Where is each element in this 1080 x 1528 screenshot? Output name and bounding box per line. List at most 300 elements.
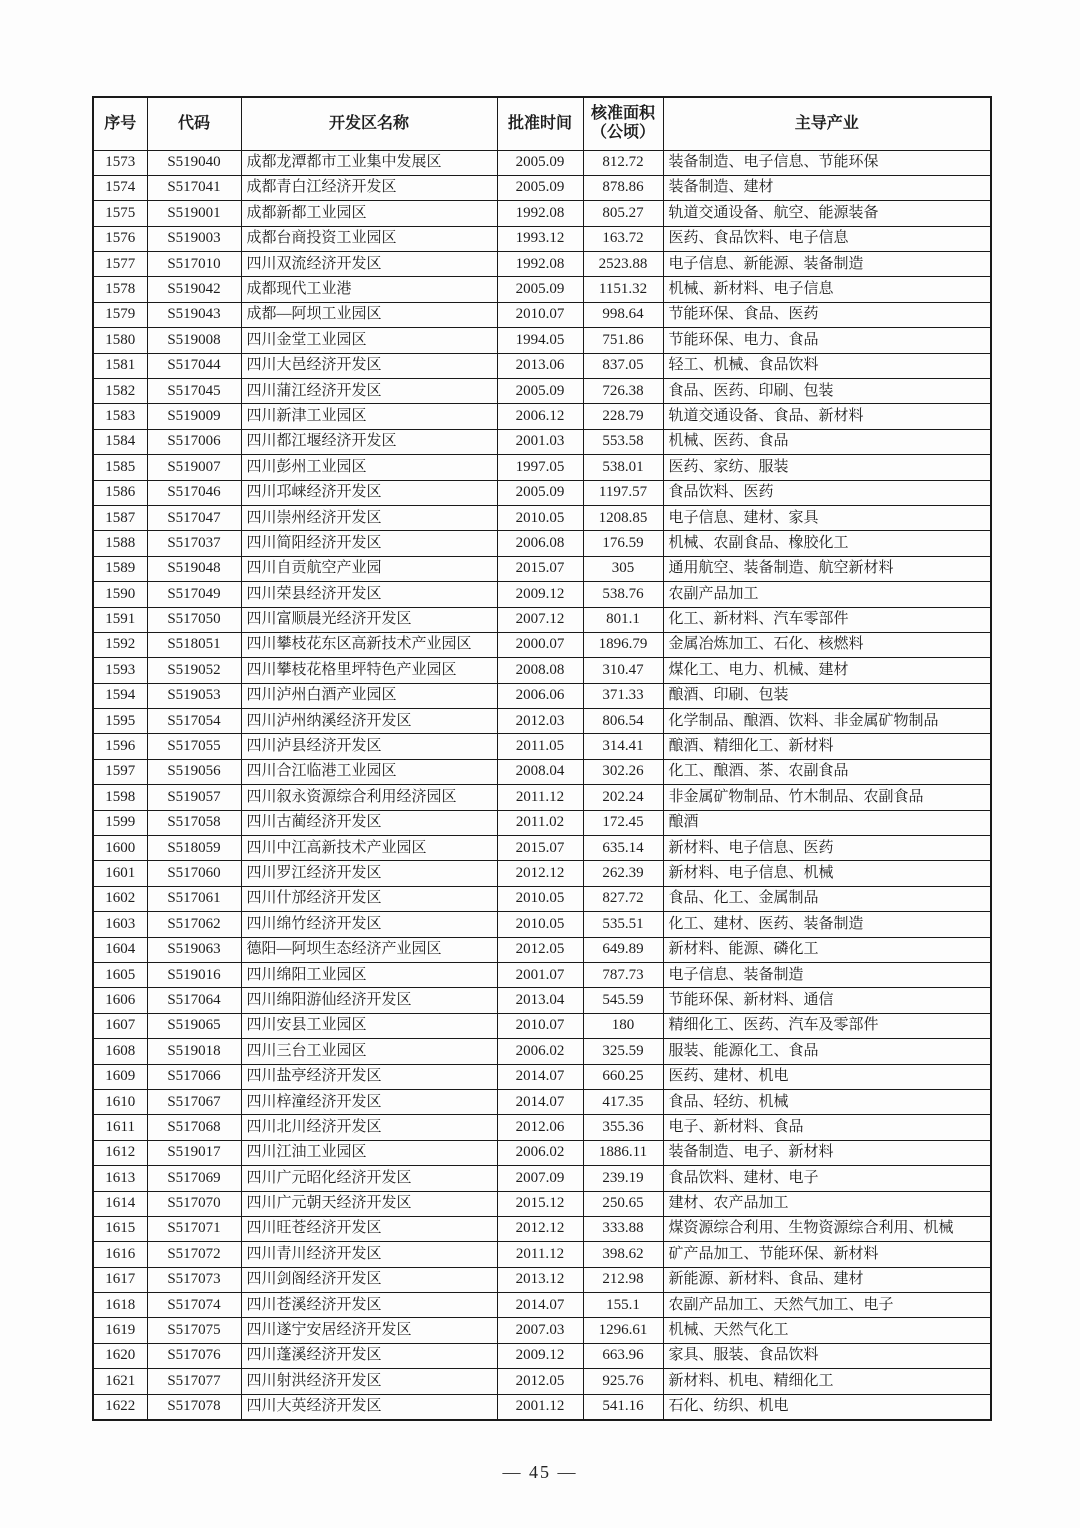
cell-serial: 1615 bbox=[93, 1216, 147, 1241]
cell-code: S519048 bbox=[147, 556, 241, 581]
cell-code: S517073 bbox=[147, 1267, 241, 1292]
cell-industries: 食品、轻纺、机械 bbox=[663, 1089, 991, 1114]
cell-zone-name: 四川都江堰经济开发区 bbox=[241, 429, 497, 454]
cell-zone-name: 四川荣县经济开发区 bbox=[241, 582, 497, 607]
cell-serial: 1573 bbox=[93, 150, 147, 175]
cell-approved-area: 541.16 bbox=[583, 1394, 663, 1419]
cell-approved-area: 1208.85 bbox=[583, 505, 663, 530]
cell-approval-date: 2013.04 bbox=[497, 988, 583, 1013]
cell-zone-name: 四川射洪经济开发区 bbox=[241, 1369, 497, 1394]
table-row bbox=[93, 836, 991, 861]
cell-zone-name: 四川攀枝花格里坪特色产业园区 bbox=[241, 658, 497, 683]
cell-zone-name: 四川梓潼经济开发区 bbox=[241, 1089, 497, 1114]
table-row bbox=[93, 1115, 991, 1140]
cell-serial: 1610 bbox=[93, 1089, 147, 1114]
cell-serial: 1604 bbox=[93, 937, 147, 962]
cell-approval-date: 2007.12 bbox=[497, 607, 583, 632]
cell-serial: 1598 bbox=[93, 785, 147, 810]
cell-approved-area: 155.1 bbox=[583, 1293, 663, 1318]
cell-approved-area: 545.59 bbox=[583, 988, 663, 1013]
table-row bbox=[93, 150, 991, 175]
cell-code: S519017 bbox=[147, 1140, 241, 1165]
cell-industries: 装备制造、建材 bbox=[663, 175, 991, 200]
cell-approved-area: 660.25 bbox=[583, 1064, 663, 1089]
table-row bbox=[93, 658, 991, 683]
table-header-row bbox=[93, 97, 991, 150]
cell-serial: 1605 bbox=[93, 963, 147, 988]
cell-serial: 1574 bbox=[93, 175, 147, 200]
cell-approval-date: 1994.05 bbox=[497, 328, 583, 353]
cell-code: S518051 bbox=[147, 632, 241, 657]
cell-approval-date: 2005.09 bbox=[497, 150, 583, 175]
cell-code: S519056 bbox=[147, 759, 241, 784]
table-row bbox=[93, 632, 991, 657]
cell-zone-name: 四川邛崃经济开发区 bbox=[241, 480, 497, 505]
table-row bbox=[93, 1166, 991, 1191]
cell-code: S517049 bbox=[147, 582, 241, 607]
cell-approved-area: 649.89 bbox=[583, 937, 663, 962]
table-row bbox=[93, 937, 991, 962]
cell-approved-area: 998.64 bbox=[583, 302, 663, 327]
cell-zone-name: 四川攀枝花东区高新技术产业园区 bbox=[241, 632, 497, 657]
cell-industries: 酿酒 bbox=[663, 810, 991, 835]
cell-approval-date: 2001.03 bbox=[497, 429, 583, 454]
cell-serial: 1589 bbox=[93, 556, 147, 581]
cell-code: S517054 bbox=[147, 709, 241, 734]
cell-approved-area: 163.72 bbox=[583, 226, 663, 251]
cell-code: S519053 bbox=[147, 683, 241, 708]
cell-approval-date: 2006.02 bbox=[497, 1039, 583, 1064]
cell-zone-name: 四川什邡经济开发区 bbox=[241, 886, 497, 911]
cell-approved-area: 878.86 bbox=[583, 175, 663, 200]
cell-zone-name: 四川富顺晨光经济开发区 bbox=[241, 607, 497, 632]
cell-serial: 1575 bbox=[93, 201, 147, 226]
cell-approval-date: 1997.05 bbox=[497, 455, 583, 480]
cell-industries: 医药、家纺、服装 bbox=[663, 455, 991, 480]
cell-approval-date: 2007.09 bbox=[497, 1166, 583, 1191]
header-area-line1: 核准面积 bbox=[590, 105, 655, 123]
header-area bbox=[583, 97, 663, 150]
cell-industries: 煤资源综合利用、生物资源综合利用、机械 bbox=[663, 1216, 991, 1241]
cell-industries: 电子信息、建材、家具 bbox=[663, 505, 991, 530]
cell-approval-date: 2008.04 bbox=[497, 759, 583, 784]
cell-zone-name: 四川金堂工业园区 bbox=[241, 328, 497, 353]
cell-code: S517055 bbox=[147, 734, 241, 759]
cell-code: S519065 bbox=[147, 1013, 241, 1038]
cell-zone-name: 四川遂宁安居经济开发区 bbox=[241, 1318, 497, 1343]
cell-code: S517045 bbox=[147, 379, 241, 404]
cell-approval-date: 2010.07 bbox=[497, 1013, 583, 1038]
cell-code: S517037 bbox=[147, 531, 241, 556]
cell-zone-name: 四川蓬溪经济开发区 bbox=[241, 1343, 497, 1368]
cell-zone-name: 四川青川经济开发区 bbox=[241, 1242, 497, 1267]
cell-approval-date: 2005.09 bbox=[497, 379, 583, 404]
table-row bbox=[93, 201, 991, 226]
table-row bbox=[93, 988, 991, 1013]
cell-industries: 石化、纺织、机电 bbox=[663, 1394, 991, 1419]
cell-approved-area: 325.59 bbox=[583, 1039, 663, 1064]
cell-code: S517006 bbox=[147, 429, 241, 454]
development-zones-table bbox=[92, 96, 992, 1421]
table-row bbox=[93, 328, 991, 353]
table-row bbox=[93, 861, 991, 886]
table-row bbox=[93, 1064, 991, 1089]
table-row bbox=[93, 734, 991, 759]
cell-serial: 1577 bbox=[93, 252, 147, 277]
cell-industries: 农副产品加工、天然气加工、电子 bbox=[663, 1293, 991, 1318]
cell-code: S519052 bbox=[147, 658, 241, 683]
cell-industries: 轨道交通设备、食品、新材料 bbox=[663, 404, 991, 429]
table-row bbox=[93, 759, 991, 784]
cell-zone-name: 四川泸县经济开发区 bbox=[241, 734, 497, 759]
cell-industries: 新材料、电子信息、机械 bbox=[663, 861, 991, 886]
cell-approved-area: 1896.79 bbox=[583, 632, 663, 657]
cell-code: S517062 bbox=[147, 912, 241, 937]
cell-serial: 1620 bbox=[93, 1343, 147, 1368]
cell-approval-date: 2005.09 bbox=[497, 277, 583, 302]
header-industries: 主导产业 bbox=[663, 97, 991, 150]
cell-approved-area: 262.39 bbox=[583, 861, 663, 886]
cell-zone-name: 四川绵阳工业园区 bbox=[241, 963, 497, 988]
table-row bbox=[93, 1267, 991, 1292]
cell-approval-date: 2012.12 bbox=[497, 1216, 583, 1241]
cell-code: S518059 bbox=[147, 836, 241, 861]
header-code: 代码 bbox=[147, 97, 241, 150]
table-row bbox=[93, 1089, 991, 1114]
cell-approved-area: 925.76 bbox=[583, 1369, 663, 1394]
cell-code: S519008 bbox=[147, 328, 241, 353]
cell-industries: 机械、新材料、电子信息 bbox=[663, 277, 991, 302]
cell-zone-name: 四川江油工业园区 bbox=[241, 1140, 497, 1165]
cell-industries: 装备制造、电子、新材料 bbox=[663, 1140, 991, 1165]
cell-approval-date: 2011.12 bbox=[497, 1242, 583, 1267]
cell-approved-area: 302.26 bbox=[583, 759, 663, 784]
cell-approved-area: 535.51 bbox=[583, 912, 663, 937]
cell-code: S519009 bbox=[147, 404, 241, 429]
cell-industries: 节能环保、食品、医药 bbox=[663, 302, 991, 327]
cell-approval-date: 2009.12 bbox=[497, 1343, 583, 1368]
cell-approval-date: 2012.06 bbox=[497, 1115, 583, 1140]
cell-approval-date: 2010.05 bbox=[497, 912, 583, 937]
cell-code: S517075 bbox=[147, 1318, 241, 1343]
cell-zone-name: 四川崇州经济开发区 bbox=[241, 505, 497, 530]
cell-serial: 1599 bbox=[93, 810, 147, 835]
cell-industries: 电子、新材料、食品 bbox=[663, 1115, 991, 1140]
cell-code: S517061 bbox=[147, 886, 241, 911]
cell-approved-area: 801.1 bbox=[583, 607, 663, 632]
table-row bbox=[93, 175, 991, 200]
cell-industries: 化工、新材料、汽车零部件 bbox=[663, 607, 991, 632]
cell-code: S517077 bbox=[147, 1369, 241, 1394]
cell-serial: 1578 bbox=[93, 277, 147, 302]
cell-approved-area: 212.98 bbox=[583, 1267, 663, 1292]
table-row bbox=[93, 1039, 991, 1064]
cell-zone-name: 成都现代工业港 bbox=[241, 277, 497, 302]
cell-industries: 电子信息、新能源、装备制造 bbox=[663, 252, 991, 277]
cell-approved-area: 2523.88 bbox=[583, 252, 663, 277]
cell-zone-name: 四川旺苍经济开发区 bbox=[241, 1216, 497, 1241]
cell-industries: 轨道交通设备、航空、能源装备 bbox=[663, 201, 991, 226]
cell-approval-date: 2015.12 bbox=[497, 1191, 583, 1216]
cell-serial: 1597 bbox=[93, 759, 147, 784]
cell-zone-name: 四川剑阁经济开发区 bbox=[241, 1267, 497, 1292]
cell-serial: 1588 bbox=[93, 531, 147, 556]
cell-zone-name: 四川罗江经济开发区 bbox=[241, 861, 497, 886]
table-row bbox=[93, 1394, 991, 1419]
cell-approval-date: 2014.07 bbox=[497, 1064, 583, 1089]
cell-approval-date: 2013.06 bbox=[497, 353, 583, 378]
cell-zone-name: 成都台商投资工业园区 bbox=[241, 226, 497, 251]
cell-approval-date: 2012.03 bbox=[497, 709, 583, 734]
cell-code: S519063 bbox=[147, 937, 241, 962]
cell-code: S517058 bbox=[147, 810, 241, 835]
cell-approval-date: 2005.09 bbox=[497, 480, 583, 505]
cell-industries: 节能环保、新材料、通信 bbox=[663, 988, 991, 1013]
cell-zone-name: 四川广元朝天经济开发区 bbox=[241, 1191, 497, 1216]
cell-approved-area: 1296.61 bbox=[583, 1318, 663, 1343]
table-row bbox=[93, 252, 991, 277]
cell-approved-area: 228.79 bbox=[583, 404, 663, 429]
table-row bbox=[93, 429, 991, 454]
table-row bbox=[93, 379, 991, 404]
cell-industries: 煤化工、电力、机械、建材 bbox=[663, 658, 991, 683]
table-row bbox=[93, 531, 991, 556]
cell-code: S517044 bbox=[147, 353, 241, 378]
cell-industries: 化工、建材、医药、装备制造 bbox=[663, 912, 991, 937]
cell-zone-name: 四川合江临港工业园区 bbox=[241, 759, 497, 784]
cell-approved-area: 726.38 bbox=[583, 379, 663, 404]
cell-zone-name: 四川盐亭经济开发区 bbox=[241, 1064, 497, 1089]
cell-serial: 1583 bbox=[93, 404, 147, 429]
cell-code: S517060 bbox=[147, 861, 241, 886]
cell-industries: 新能源、新材料、食品、建材 bbox=[663, 1267, 991, 1292]
cell-industries: 医药、食品饮料、电子信息 bbox=[663, 226, 991, 251]
cell-approval-date: 2001.12 bbox=[497, 1394, 583, 1419]
cell-approval-date: 2005.09 bbox=[497, 175, 583, 200]
table-row bbox=[93, 1191, 991, 1216]
cell-serial: 1612 bbox=[93, 1140, 147, 1165]
cell-industries: 建材、农产品加工 bbox=[663, 1191, 991, 1216]
cell-code: S519007 bbox=[147, 455, 241, 480]
cell-zone-name: 四川自贡航空产业园 bbox=[241, 556, 497, 581]
cell-approved-area: 176.59 bbox=[583, 531, 663, 556]
cell-serial: 1613 bbox=[93, 1166, 147, 1191]
cell-approved-area: 787.73 bbox=[583, 963, 663, 988]
cell-serial: 1585 bbox=[93, 455, 147, 480]
table-row bbox=[93, 1216, 991, 1241]
cell-serial: 1594 bbox=[93, 683, 147, 708]
cell-serial: 1607 bbox=[93, 1013, 147, 1038]
table-row bbox=[93, 709, 991, 734]
cell-serial: 1593 bbox=[93, 658, 147, 683]
cell-zone-name: 成都新都工业园区 bbox=[241, 201, 497, 226]
table-row bbox=[93, 1013, 991, 1038]
cell-industries: 化工、酿酒、茶、农副食品 bbox=[663, 759, 991, 784]
cell-approval-date: 2011.05 bbox=[497, 734, 583, 759]
cell-approved-area: 398.62 bbox=[583, 1242, 663, 1267]
cell-approval-date: 2007.03 bbox=[497, 1318, 583, 1343]
cell-approved-area: 202.24 bbox=[583, 785, 663, 810]
cell-approved-area: 305 bbox=[583, 556, 663, 581]
cell-serial: 1590 bbox=[93, 582, 147, 607]
cell-approval-date: 2012.05 bbox=[497, 937, 583, 962]
cell-zone-name: 四川泸州白酒产业园区 bbox=[241, 683, 497, 708]
table-row bbox=[93, 480, 991, 505]
cell-approval-date: 2006.08 bbox=[497, 531, 583, 556]
table-row bbox=[93, 683, 991, 708]
cell-serial: 1603 bbox=[93, 912, 147, 937]
table-row bbox=[93, 302, 991, 327]
cell-serial: 1616 bbox=[93, 1242, 147, 1267]
cell-code: S517069 bbox=[147, 1166, 241, 1191]
cell-industries: 机械、医药、食品 bbox=[663, 429, 991, 454]
cell-zone-name: 德阳—阿坝生态经济产业园区 bbox=[241, 937, 497, 962]
cell-industries: 非金属矿物制品、竹木制品、农副食品 bbox=[663, 785, 991, 810]
cell-code: S519057 bbox=[147, 785, 241, 810]
cell-serial: 1582 bbox=[93, 379, 147, 404]
cell-approval-date: 2011.02 bbox=[497, 810, 583, 835]
cell-industries: 食品饮料、医药 bbox=[663, 480, 991, 505]
table-row bbox=[93, 912, 991, 937]
cell-industries: 装备制造、电子信息、节能环保 bbox=[663, 150, 991, 175]
table-row bbox=[93, 353, 991, 378]
cell-industries: 精细化工、医药、汽车及零部件 bbox=[663, 1013, 991, 1038]
cell-industries: 新材料、电子信息、医药 bbox=[663, 836, 991, 861]
table-row bbox=[93, 1140, 991, 1165]
cell-zone-name: 成都龙潭都市工业集中发展区 bbox=[241, 150, 497, 175]
cell-zone-name: 四川大邑经济开发区 bbox=[241, 353, 497, 378]
cell-zone-name: 四川双流经济开发区 bbox=[241, 252, 497, 277]
cell-serial: 1584 bbox=[93, 429, 147, 454]
table-row bbox=[93, 1242, 991, 1267]
cell-industries: 食品饮料、建材、电子 bbox=[663, 1166, 991, 1191]
cell-industries: 家具、服装、食品饮料 bbox=[663, 1343, 991, 1368]
cell-serial: 1600 bbox=[93, 836, 147, 861]
table-row bbox=[93, 886, 991, 911]
cell-approved-area: 310.47 bbox=[583, 658, 663, 683]
cell-zone-name: 四川新津工业园区 bbox=[241, 404, 497, 429]
cell-zone-name: 四川绵竹经济开发区 bbox=[241, 912, 497, 937]
cell-zone-name: 四川叙永资源综合利用经济园区 bbox=[241, 785, 497, 810]
table-row bbox=[93, 226, 991, 251]
cell-approval-date: 2010.05 bbox=[497, 886, 583, 911]
cell-serial: 1608 bbox=[93, 1039, 147, 1064]
cell-serial: 1576 bbox=[93, 226, 147, 251]
cell-approval-date: 2006.12 bbox=[497, 404, 583, 429]
cell-approval-date: 2011.12 bbox=[497, 785, 583, 810]
cell-approval-date: 2000.07 bbox=[497, 632, 583, 657]
cell-serial: 1595 bbox=[93, 709, 147, 734]
cell-code: S517071 bbox=[147, 1216, 241, 1241]
cell-approval-date: 2009.12 bbox=[497, 582, 583, 607]
cell-code: S517074 bbox=[147, 1293, 241, 1318]
table-row bbox=[93, 1343, 991, 1368]
table-row bbox=[93, 277, 991, 302]
cell-serial: 1586 bbox=[93, 480, 147, 505]
table-row bbox=[93, 607, 991, 632]
cell-approved-area: 1886.11 bbox=[583, 1140, 663, 1165]
cell-industries: 金属冶炼加工、石化、核燃料 bbox=[663, 632, 991, 657]
cell-approved-area: 751.86 bbox=[583, 328, 663, 353]
cell-approved-area: 538.76 bbox=[583, 582, 663, 607]
cell-approval-date: 2010.05 bbox=[497, 505, 583, 530]
header-area-line2: （公顷） bbox=[590, 123, 655, 141]
cell-approved-area: 806.54 bbox=[583, 709, 663, 734]
cell-approved-area: 1151.32 bbox=[583, 277, 663, 302]
cell-approval-date: 2006.06 bbox=[497, 683, 583, 708]
table-row bbox=[93, 963, 991, 988]
cell-approved-area: 172.45 bbox=[583, 810, 663, 835]
cell-code: S519040 bbox=[147, 150, 241, 175]
cell-zone-name: 四川简阳经济开发区 bbox=[241, 531, 497, 556]
cell-code: S517010 bbox=[147, 252, 241, 277]
cell-approval-date: 2008.08 bbox=[497, 658, 583, 683]
cell-zone-name: 成都青白江经济开发区 bbox=[241, 175, 497, 200]
cell-zone-name: 四川北川经济开发区 bbox=[241, 1115, 497, 1140]
table-row bbox=[93, 1293, 991, 1318]
page-number: — 45 — bbox=[502, 1462, 578, 1482]
cell-industries: 轻工、机械、食品饮料 bbox=[663, 353, 991, 378]
cell-industries: 节能环保、电力、食品 bbox=[663, 328, 991, 353]
cell-approval-date: 1993.12 bbox=[497, 226, 583, 251]
cell-serial: 1609 bbox=[93, 1064, 147, 1089]
cell-serial: 1621 bbox=[93, 1369, 147, 1394]
cell-industries: 电子信息、装备制造 bbox=[663, 963, 991, 988]
cell-zone-name: 四川中江高新技术产业园区 bbox=[241, 836, 497, 861]
cell-code: S519003 bbox=[147, 226, 241, 251]
cell-zone-name: 四川苍溪经济开发区 bbox=[241, 1293, 497, 1318]
cell-zone-name: 四川广元昭化经济开发区 bbox=[241, 1166, 497, 1191]
cell-industries: 机械、天然气化工 bbox=[663, 1318, 991, 1343]
cell-code: S519042 bbox=[147, 277, 241, 302]
cell-approved-area: 1197.57 bbox=[583, 480, 663, 505]
cell-approved-area: 837.05 bbox=[583, 353, 663, 378]
cell-zone-name: 四川蒲江经济开发区 bbox=[241, 379, 497, 404]
cell-industries: 通用航空、装备制造、航空新材料 bbox=[663, 556, 991, 581]
cell-approved-area: 635.14 bbox=[583, 836, 663, 861]
cell-serial: 1617 bbox=[93, 1267, 147, 1292]
cell-approval-date: 2014.07 bbox=[497, 1089, 583, 1114]
cell-code: S519016 bbox=[147, 963, 241, 988]
cell-industries: 食品、化工、金属制品 bbox=[663, 886, 991, 911]
cell-code: S519001 bbox=[147, 201, 241, 226]
cell-approval-date: 2015.07 bbox=[497, 836, 583, 861]
cell-zone-name: 四川安县工业园区 bbox=[241, 1013, 497, 1038]
cell-serial: 1614 bbox=[93, 1191, 147, 1216]
cell-approved-area: 180 bbox=[583, 1013, 663, 1038]
header-date: 批准时间 bbox=[497, 97, 583, 150]
cell-code: S517050 bbox=[147, 607, 241, 632]
cell-code: S517047 bbox=[147, 505, 241, 530]
cell-zone-name: 四川三台工业园区 bbox=[241, 1039, 497, 1064]
cell-approved-area: 239.19 bbox=[583, 1166, 663, 1191]
table-row bbox=[93, 1318, 991, 1343]
cell-industries: 食品、医药、印刷、包装 bbox=[663, 379, 991, 404]
cell-industries: 矿产品加工、节能环保、新材料 bbox=[663, 1242, 991, 1267]
cell-industries: 酿酒、印刷、包装 bbox=[663, 683, 991, 708]
cell-serial: 1596 bbox=[93, 734, 147, 759]
cell-serial: 1622 bbox=[93, 1394, 147, 1419]
cell-approved-area: 827.72 bbox=[583, 886, 663, 911]
cell-code: S517041 bbox=[147, 175, 241, 200]
cell-approved-area: 250.65 bbox=[583, 1191, 663, 1216]
cell-approved-area: 314.41 bbox=[583, 734, 663, 759]
cell-approved-area: 812.72 bbox=[583, 150, 663, 175]
cell-serial: 1580 bbox=[93, 328, 147, 353]
cell-serial: 1619 bbox=[93, 1318, 147, 1343]
cell-approval-date: 2012.05 bbox=[497, 1369, 583, 1394]
cell-industries: 服装、能源化工、食品 bbox=[663, 1039, 991, 1064]
